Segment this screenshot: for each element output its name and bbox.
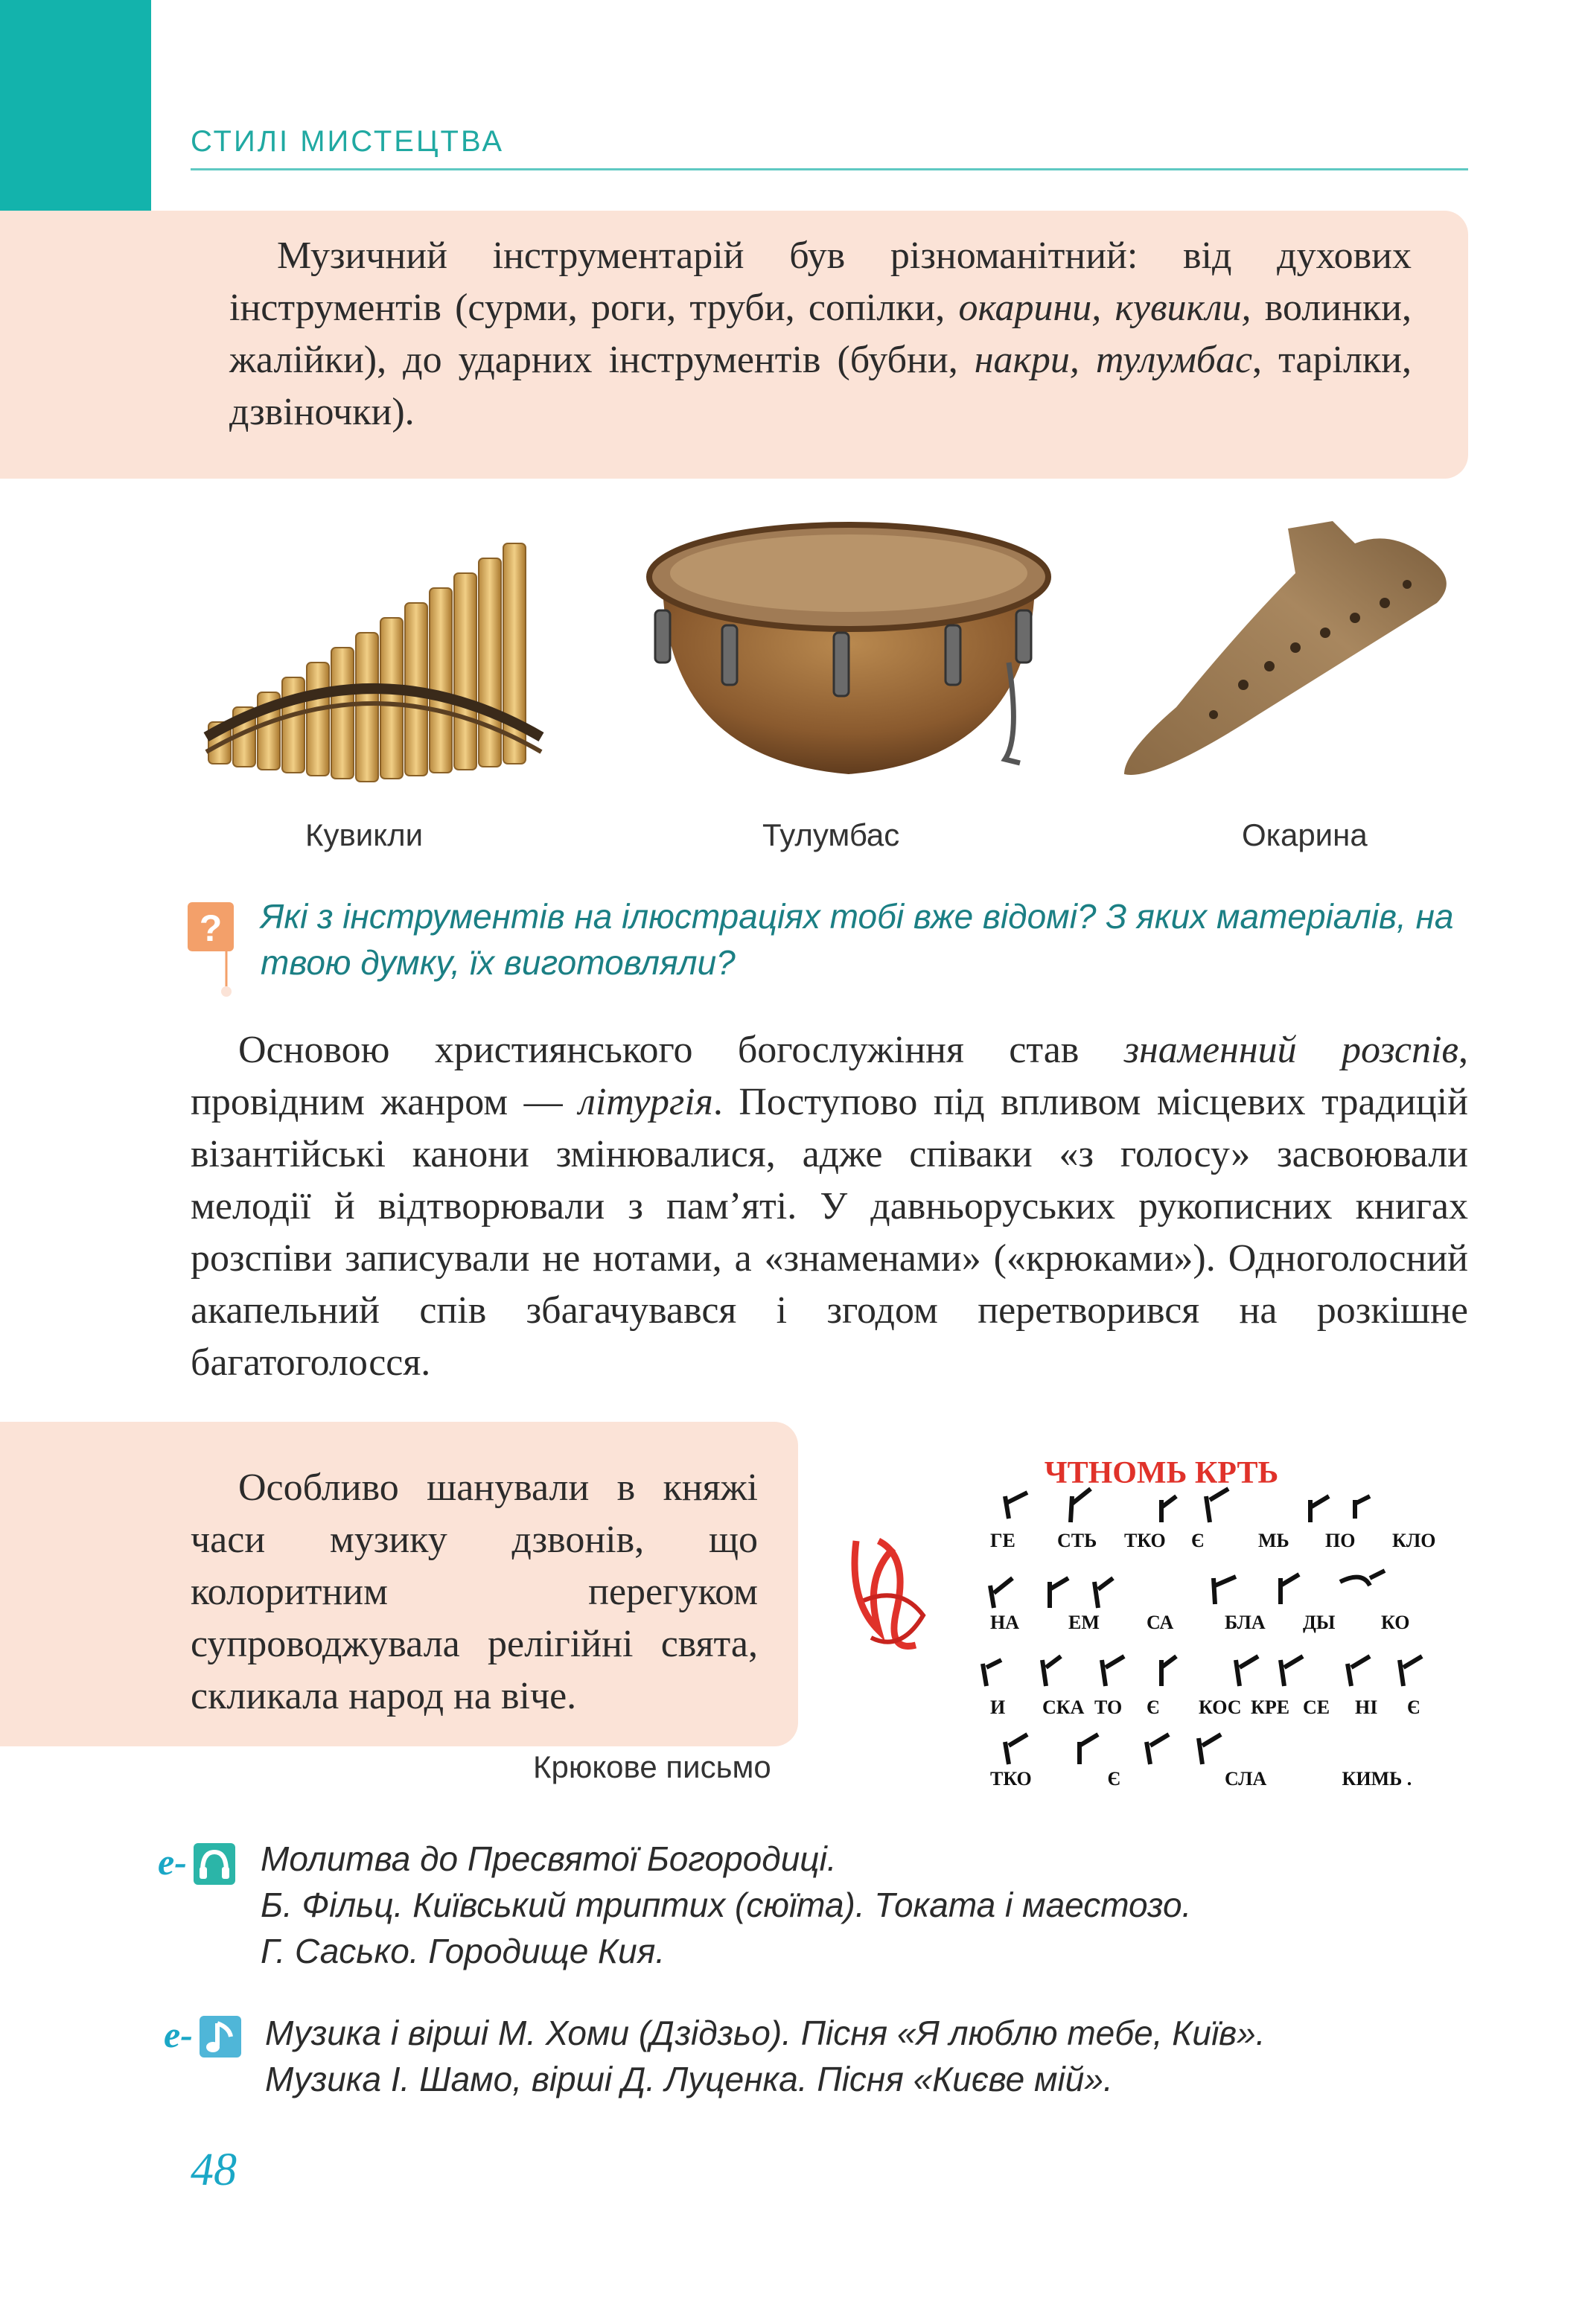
manuscript-syllable: СА	[1147, 1612, 1174, 1633]
bamboo-pipe	[454, 573, 476, 770]
manuscript-syllable: СТЬ	[1057, 1530, 1097, 1551]
manuscript-syllable: КРЕ	[1251, 1696, 1290, 1718]
intro-paragraph: Музичний інструментарій був різноманітний: від духових інструментів (сурми, роги, труби, сопілки, окарини, кувикли, волинки, жалійки), до ударних інструментів (бубни, накри, тулумбас, тарілки, дзвіночки).	[229, 234, 1412, 433]
bamboo-pipe	[479, 558, 501, 767]
bells-box	[0, 1422, 798, 1746]
manuscript-syllable: СКА	[1042, 1696, 1085, 1718]
neume-row-4	[1005, 1734, 1221, 1764]
manuscript-syllable: ДЫ	[1303, 1612, 1336, 1633]
sing-list	[265, 2010, 1266, 2102]
manuscript-title: ЧТНОМЬ КРТЬ	[1044, 1456, 1279, 1490]
listen-item-1: Молитва до Пресвятої Богородиці.	[261, 1839, 837, 1878]
e-music-note-icon[interactable]	[164, 2010, 246, 2062]
title-divider	[191, 168, 1468, 170]
sing-item-1: Музика і вірші М. Хоми (Дзідзьо). Пісня «Я люблю тебе, Київ».	[265, 2014, 1266, 2052]
e-headphones-icon[interactable]	[158, 1837, 240, 1889]
corner-accent-bar	[0, 0, 151, 214]
manuscript-syllable: Є	[1107, 1768, 1121, 1790]
listen-item-2: Б. Фільц. Київський триптих (сюїта). Токата і маестозо.	[261, 1886, 1192, 1924]
bamboo-pipe	[430, 588, 452, 773]
manuscript-syllable: ГЕ	[990, 1530, 1015, 1551]
neume-row-1	[1005, 1489, 1370, 1522]
bells-paragraph: Особливо шанували в княжі часи музику дзвонів, що колоритним перегуком супроводжувала релігійні свята, скликала народ на віче.	[191, 1466, 758, 1717]
manuscript-syllable: ТКО	[990, 1768, 1032, 1790]
page-number: 48	[191, 2145, 237, 2195]
manuscript-syllable: КОС	[1199, 1696, 1242, 1718]
manuscript-syllable: НА	[990, 1612, 1019, 1633]
caption-tulumbas: Тулумбас	[762, 817, 900, 852]
listen-list	[261, 1836, 1191, 1974]
neume-row-2	[990, 1571, 1385, 1608]
neume-manuscript-image	[834, 1429, 1474, 1794]
bamboo-pipe	[380, 618, 403, 779]
neume-row-3	[983, 1656, 1422, 1686]
caption-kriukove-pysmo: Крюкове письмо	[533, 1749, 771, 1784]
section-title: СТИЛІ МИСТЕЦТВА	[191, 125, 505, 158]
manuscript-syllable: КИМЬ .	[1342, 1768, 1412, 1790]
manuscript-syllable: КО	[1381, 1612, 1410, 1633]
manuscript-syllable: НІ	[1355, 1696, 1378, 1718]
main-paragraph: Основою християнського богослужіння став знаменний розспів, провідним жанром — літургія. Поступово під впливом місцевих традицій візантійські канони змінювалися, адже співаки «з голосу» засвоювали мелодії й відтворювали з пам’яті. У давньоруських рукописних книгах розспіви записували не нотами, а «знаменами» («крюками»). Одноголосний акапельний спів збагачувався і згодом перетворився на розкішне багатоголосся.	[191, 1029, 1469, 1384]
manuscript-syllable: Є	[1407, 1696, 1420, 1718]
question-text: Які з інструментів на ілюстраціях тобі вже відомі? З яких матеріалів, на твою думку, їх виготовляли?	[261, 897, 1454, 982]
caption-okaryna: Окарина	[1242, 817, 1368, 852]
bamboo-pipe	[307, 663, 329, 776]
manuscript-syllable: СЕ	[1303, 1696, 1330, 1718]
bamboo-pipe	[331, 648, 354, 779]
svg-text:e-: e-	[158, 1841, 187, 1883]
manuscript-syllable: ЕМ	[1068, 1612, 1100, 1633]
ocarina-image	[1109, 514, 1459, 797]
panpipes-image	[195, 514, 552, 797]
drum-image	[633, 514, 1065, 789]
manuscript-syllable: БЛА	[1225, 1612, 1266, 1633]
manuscript-syllable: И	[990, 1696, 1006, 1718]
listen-item-3: Г. Сасько. Городище Кия.	[261, 1932, 666, 1970]
svg-text:?: ?	[199, 907, 223, 949]
manuscript-syllable: ПО	[1325, 1530, 1356, 1551]
manuscript-syllable: Є	[1191, 1530, 1205, 1551]
question-mark-icon	[188, 902, 237, 999]
bamboo-pipe	[282, 677, 304, 773]
intro-box	[0, 211, 1468, 479]
manuscript-syllable: МЬ	[1258, 1530, 1289, 1551]
manuscript-syllable: ТО	[1094, 1696, 1123, 1718]
manuscript-syllable: СЛА	[1225, 1768, 1267, 1790]
manuscript-syllable: Є	[1147, 1696, 1160, 1718]
manuscript-syllable: КЛО	[1392, 1530, 1436, 1551]
sing-item-2: Музика І. Шамо, вірші Д. Луценка. Пісня «Києве мій».	[265, 2060, 1113, 2098]
svg-text:e-: e-	[164, 2014, 193, 2055]
caption-kuvykly: Кувикли	[305, 817, 424, 852]
bamboo-pipe	[356, 633, 378, 782]
manuscript-syllable: ТКО	[1124, 1530, 1166, 1551]
